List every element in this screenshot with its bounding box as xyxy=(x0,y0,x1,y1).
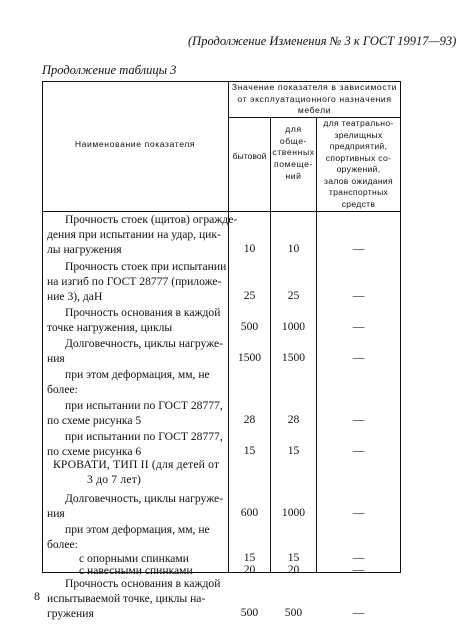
table-border-left xyxy=(42,81,43,573)
row-value-public: 25 xyxy=(287,289,300,302)
table-border-right xyxy=(400,81,401,573)
row-value-theater: — xyxy=(352,351,365,364)
row-value-theater: — xyxy=(352,506,365,519)
row-value-theater: — xyxy=(352,242,365,255)
row-label xyxy=(47,212,238,257)
table-continuation-label: Продолжение таблицы 3 xyxy=(42,63,177,77)
row-label-line: лы нагружения xyxy=(47,243,122,256)
row-label-line: более: xyxy=(47,538,78,551)
row-value-home: 15 xyxy=(243,551,256,564)
row-value-home: 500 xyxy=(240,320,259,333)
row-label xyxy=(47,398,227,428)
row-label-line: с опорными спинками xyxy=(79,552,189,565)
row-label-line: точке нагружения, циклы xyxy=(47,321,173,334)
column-header-home: бытовой xyxy=(232,151,267,161)
row-value-theater: — xyxy=(352,413,365,426)
row-label xyxy=(47,259,227,304)
header-line: средств xyxy=(341,198,376,209)
row-value-public: 15 xyxy=(287,444,300,457)
column-header-indicator: Наименование показателя xyxy=(74,139,196,149)
row-value-theater: — xyxy=(352,444,365,457)
document-continuation-heading: (Продолжение Изменения № 3 к ГОСТ 19917—93) xyxy=(188,34,457,48)
row-label-line: по схеме рисунка 6 xyxy=(47,445,142,458)
row-label xyxy=(47,305,227,335)
row-value-home: 20 xyxy=(243,563,256,576)
row-label-line: ния xyxy=(47,352,65,365)
row-value-public: 10 xyxy=(287,242,300,255)
header-line: предприятий, xyxy=(329,141,388,151)
row-value-public: 28 xyxy=(287,413,300,426)
row-value-home: 28 xyxy=(243,413,256,426)
header-line: помеще- xyxy=(274,159,313,170)
row-label xyxy=(47,429,227,459)
column-header-theater xyxy=(317,118,400,210)
row-value-theater: — xyxy=(352,551,365,564)
row-label xyxy=(47,367,227,397)
group-header-line: мебели xyxy=(297,105,332,116)
row-value-home: 1500 xyxy=(237,351,262,364)
row-label-line: Прочность стоек (щитов) огражде- xyxy=(65,213,238,226)
row-label-line: Прочность основания в каждой xyxy=(65,306,221,319)
row-value-public: 15 xyxy=(287,551,300,564)
row-label xyxy=(47,336,227,366)
row-label-line: испытываемой точке, циклы на- xyxy=(47,592,206,605)
header-line: ний xyxy=(285,170,302,181)
row-label-line: по схеме рисунка 5 xyxy=(47,414,142,427)
row-label-line: с навесными спинками xyxy=(79,564,193,577)
row-label-line: КРОВАТИ, ТИП II (для детей от xyxy=(53,458,220,471)
row-label xyxy=(47,576,227,621)
row-label-line: Прочность основания в каждой xyxy=(65,577,221,590)
row-label-line: гружения xyxy=(47,607,94,620)
row-value-public: 1500 xyxy=(281,351,306,364)
row-label-line: ние 3), даН xyxy=(47,290,103,303)
row-value-public: 1000 xyxy=(281,320,306,333)
row-label-line: ния xyxy=(47,507,65,520)
row-label-line: при этом деформация, мм, не xyxy=(65,368,210,381)
row-label-line: на изгиб по ГОСТ 28777 (приложе- xyxy=(47,275,222,288)
group-header-line: от эксплуатационного назначения xyxy=(237,93,392,104)
row-value-public: 500 xyxy=(284,606,303,619)
row-label-line: Долговечность, циклы нагруже- xyxy=(65,492,224,505)
header-line: залов ожидания xyxy=(324,175,393,186)
header-line: транспортных xyxy=(328,187,389,197)
row-label xyxy=(47,491,227,521)
row-value-public: 20 xyxy=(287,563,300,576)
row-label-line: при этом деформация, мм, не xyxy=(65,523,210,536)
row-value-theater: — xyxy=(352,563,365,576)
header-line: оружений, xyxy=(336,164,381,174)
requirements-table xyxy=(42,81,401,620)
row-label xyxy=(47,457,227,487)
row-label-line: при испытании по ГОСТ 28777, xyxy=(65,399,223,412)
row-value-theater: — xyxy=(352,606,365,619)
row-value-home: 600 xyxy=(240,506,259,519)
row-label-line: более: xyxy=(47,383,78,396)
column-header-public xyxy=(271,124,316,183)
row-label-line: Прочность стоек при испытании xyxy=(65,260,227,273)
header-line: обще- xyxy=(279,135,308,146)
row-value-home: 10 xyxy=(243,242,256,255)
column-divider-2 xyxy=(270,117,271,573)
row-value-theater: — xyxy=(352,289,365,302)
row-value-theater: — xyxy=(352,320,365,333)
row-value-home: 25 xyxy=(243,289,256,302)
row-label xyxy=(47,522,227,552)
page-number: 8 xyxy=(34,589,40,603)
group-header-line: Значение показателя в зависимости xyxy=(231,82,398,92)
row-value-home: 500 xyxy=(240,606,259,619)
column-group-header xyxy=(229,82,400,117)
header-line: спортивных со- xyxy=(325,152,392,163)
row-label-line: при испытании по ГОСТ 28777, xyxy=(65,430,223,443)
row-value-public: 1000 xyxy=(281,506,306,519)
row-label-line: 3 до 7 лет) xyxy=(87,473,142,486)
row-label-line: Долговечность, циклы нагруже- xyxy=(65,337,224,350)
row-value-home: 15 xyxy=(243,444,256,457)
header-line: для театрально- xyxy=(323,118,394,128)
row-label-line: дения при испытании на удар, цик- xyxy=(47,228,221,241)
header-line: зрелищных xyxy=(334,129,383,140)
header-line: ственных xyxy=(272,147,315,158)
header-line: для xyxy=(285,124,302,134)
